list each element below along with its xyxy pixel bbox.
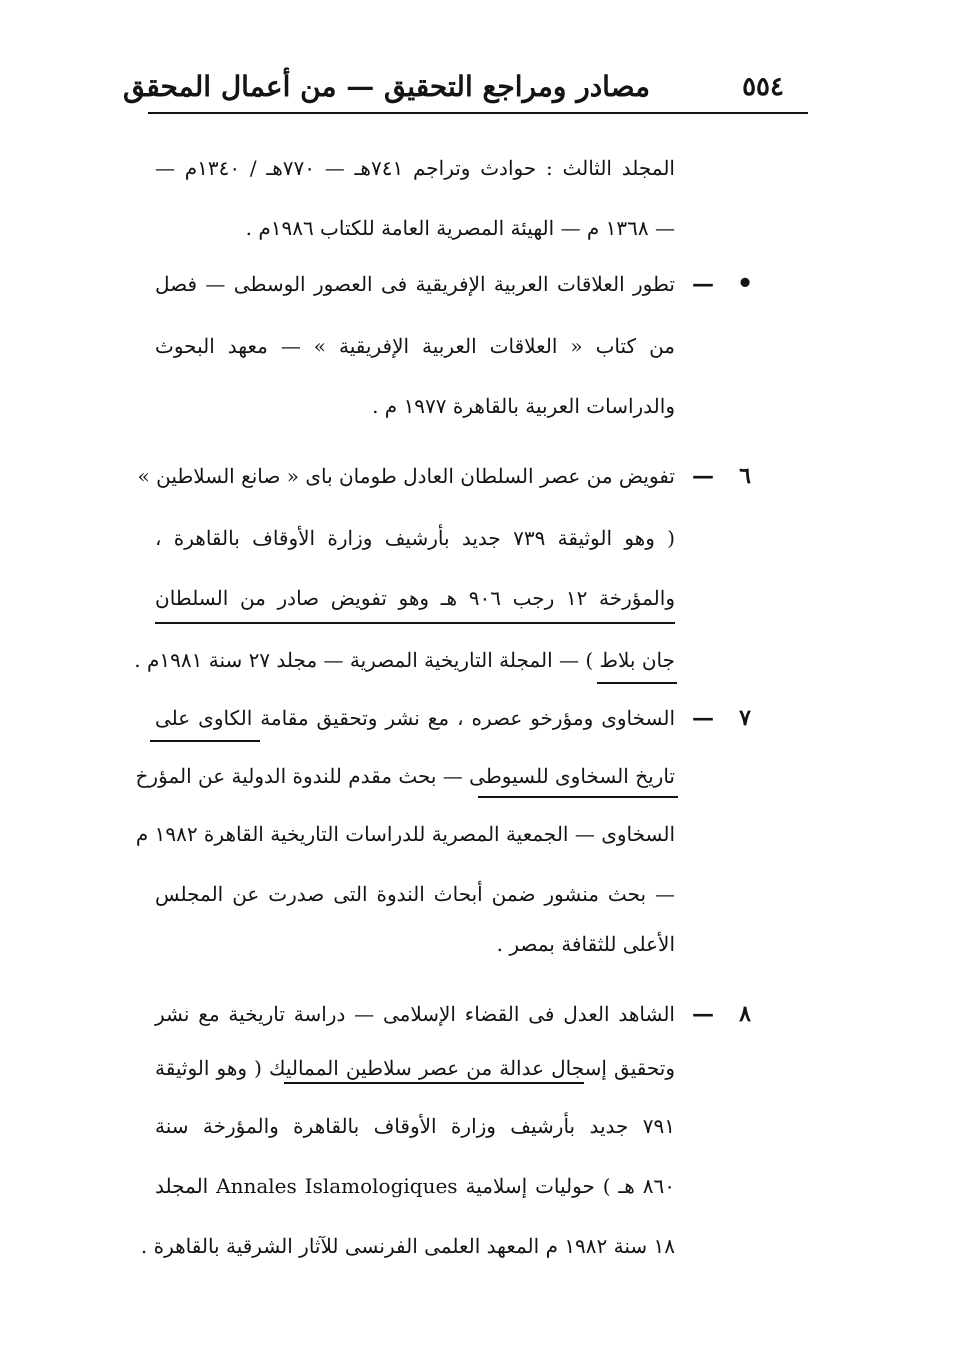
entry-line: ١٨ سنة ١٩٨٢ م المعهد العلمى الفرنسى للآثار الشرقية بالقاهرة . (140, 1234, 675, 1258)
entry-number: ٧ (739, 705, 751, 731)
entry-dash: — (692, 1001, 714, 1027)
page-number: ٥٥٤ (742, 72, 784, 102)
underline-mark (150, 740, 260, 742)
entry-line: والمؤرخة ١٢ رجب ٩٠٦ هـ وهو تفويض صادر من السلطان (155, 586, 675, 610)
bullet-marker: • (736, 269, 754, 299)
entry-line: من كتاب « العلاقات العربية الإفريقية » — معهد البحوث (155, 334, 675, 358)
entry-line: الشاهد العدل فى القضاء الإسلامى — دراسة تاريخية مع نشر (155, 1002, 675, 1026)
entry-number: ٦ (739, 463, 751, 489)
entry-dash: — (692, 705, 714, 731)
entry-line: تفويض من عصر السلطان العادل طومان باى « صانع السلاطين » (137, 464, 675, 488)
entry-line: — بحث منشور ضمن أبحاث الندوة التى صدرت عن المجلس (155, 882, 675, 906)
entry-dash: — (692, 271, 714, 297)
entry-line: الأعلى للثقافة بمصر . (496, 932, 675, 956)
underline-mark (597, 682, 677, 684)
entry-line: ٧٩١ جديد بأرشيف وزارة الأوقاف بالقاهرة والمؤرخة سنة (155, 1114, 675, 1138)
entry-line: المجلد الثالث : حوادث وتراجم ٧٤١هـ — ٧٧٠هـ / ١٣٤٠م — (155, 156, 675, 180)
entry-line: والدراسات العربية بالقاهرة ١٩٧٧ م . (372, 394, 675, 418)
entry-dash: — (692, 463, 714, 489)
entry-line: ( وهو الوثيقة ٧٣٩ جديد بأرشيف وزارة الأوقاف بالقاهرة ، (155, 526, 675, 550)
entry-line: جان بلاط ) — المجلة التاريخية المصرية — مجلد ٢٧ سنة ١٩٨١م . (134, 648, 675, 672)
running-title: مصادر ومراجع التحقيق — من أعمال المحقق (123, 70, 650, 103)
underline-mark (478, 796, 678, 798)
entry-line: تطور العلاقات العربية الإفريقية فى العصور الوسطى — فصل (155, 272, 675, 296)
page-header (123, 62, 808, 112)
entry-line: وتحقيق إسجال عدالة من عصر سلاطين المماليك ( وهو الوثيقة (155, 1056, 675, 1080)
underline-mark (284, 1082, 584, 1084)
entry-line: ٨٦٠ هـ ) حوليات إسلامية Annales Islamologiques المجلد (155, 1174, 675, 1198)
header-rule (148, 112, 808, 114)
entry-line: السخاوى ومؤرخو عصره ، مع نشر وتحقيق مقامة الكاوى على (155, 706, 675, 730)
entry-line: السخاوى — الجمعية المصرية للدراسات التاريخية القاهرة ١٩٨٢ م (135, 822, 675, 846)
entry-line: — ١٣٦٨ م — الهيئة المصرية العامة للكتاب ١٩٨٦م . (245, 216, 675, 240)
underline-mark (155, 622, 675, 624)
entry-number: ٨ (739, 1001, 751, 1027)
entry-line: تاريخ السخاوى للسيوطى — بحث مقدم للندوة الدولية عن المؤرخ (135, 764, 675, 788)
